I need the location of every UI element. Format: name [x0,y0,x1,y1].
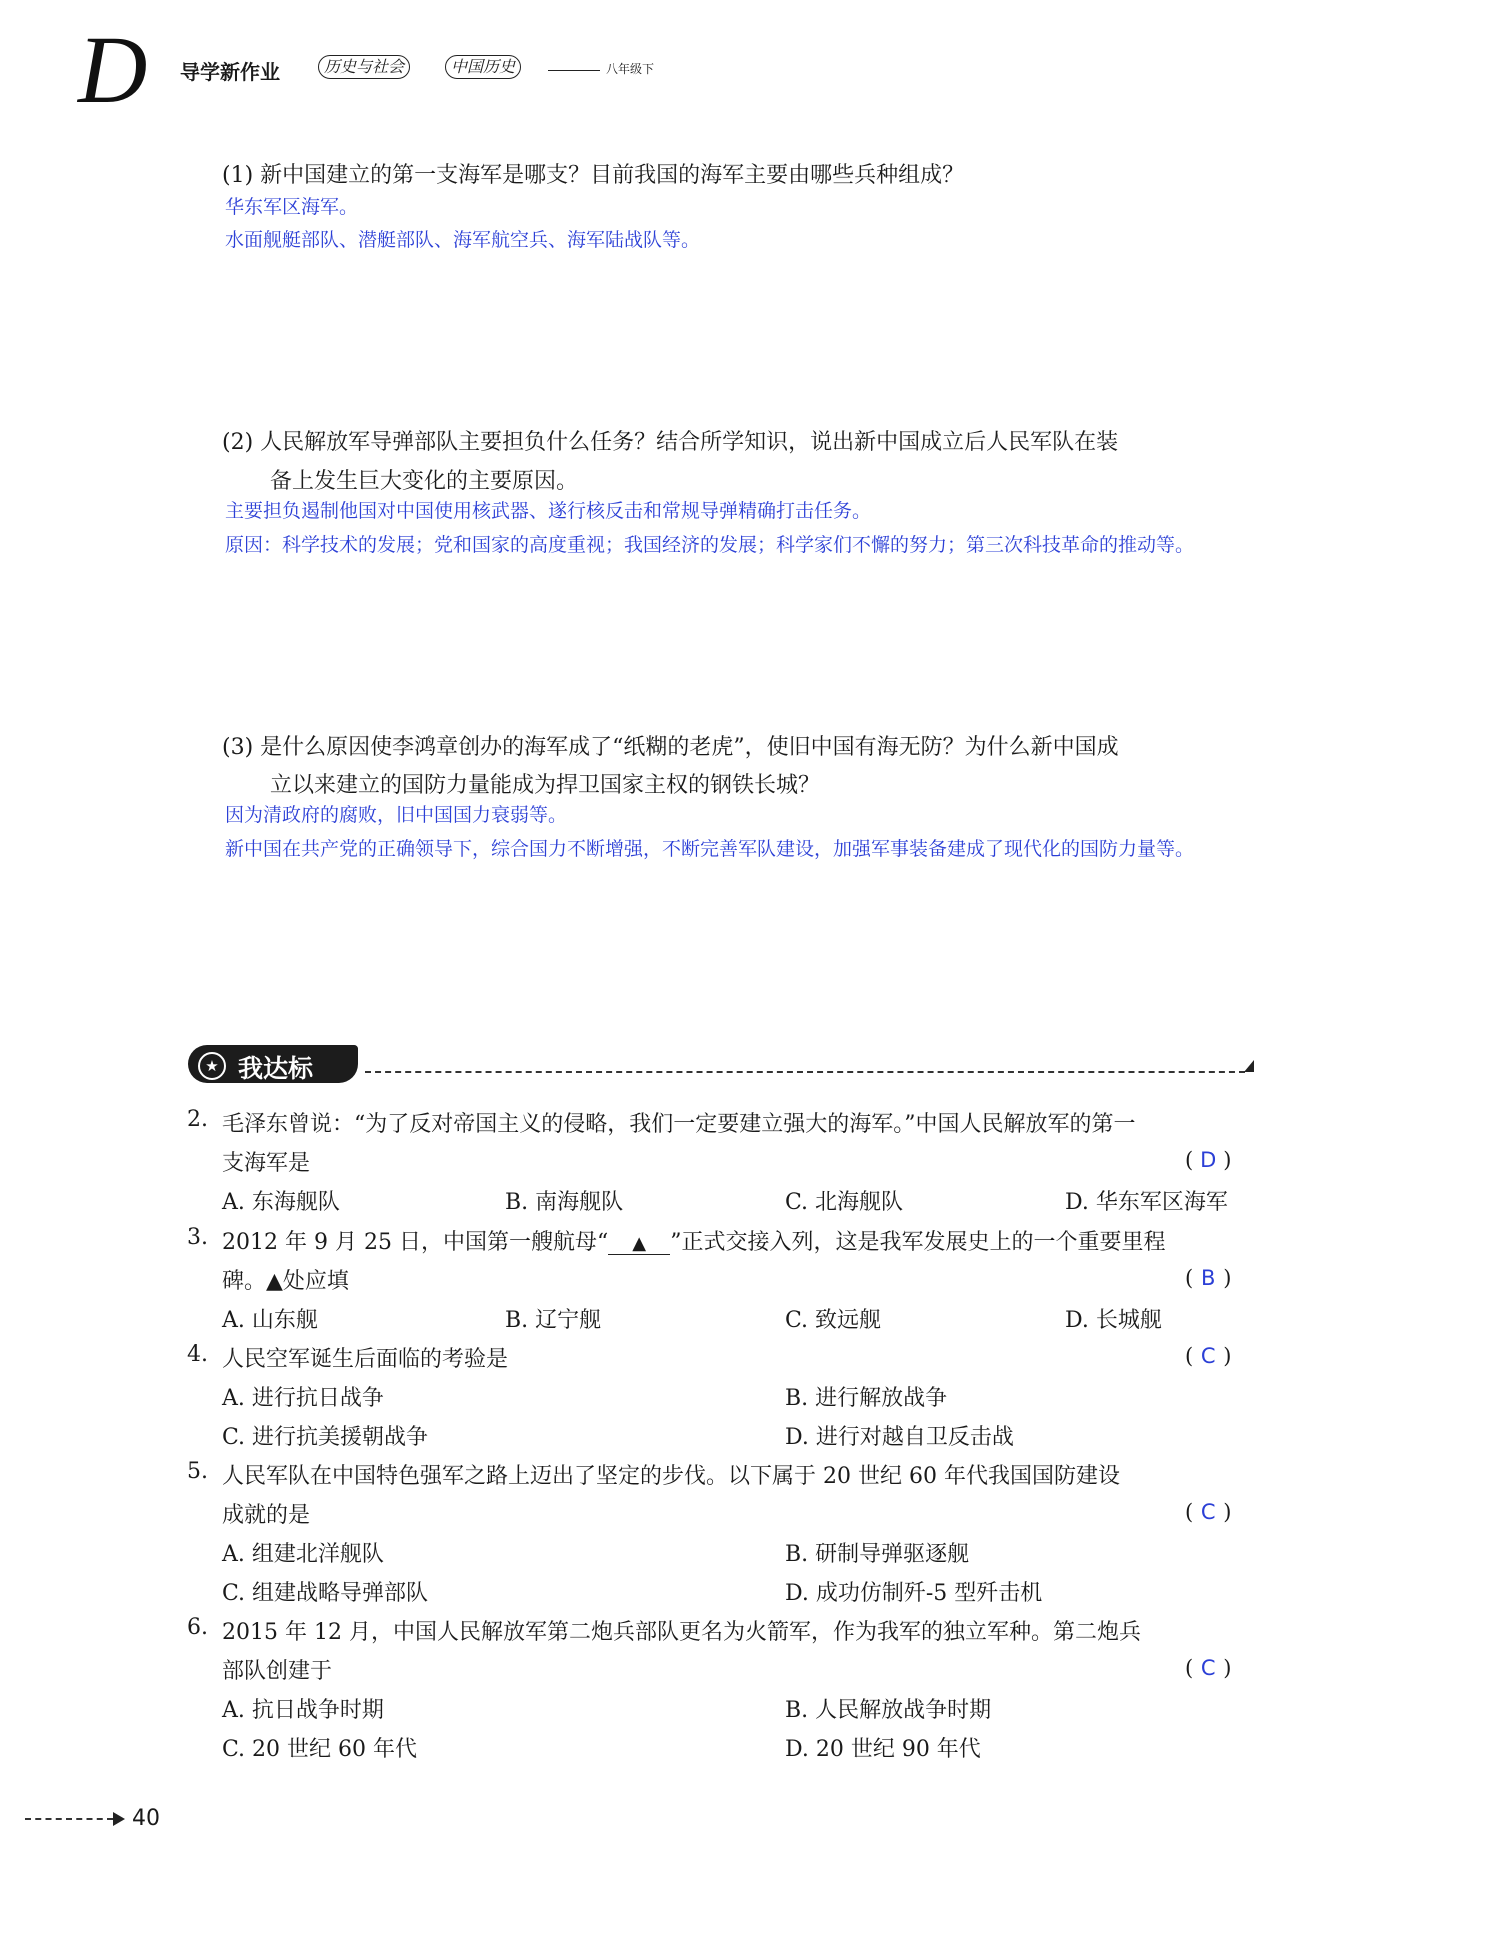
mc-2-option-c: C. 北海舰队 [785,1190,904,1215]
section-title: 我达标 [238,1054,314,1083]
mc-6-stem-line-1: 2015 年 12 月，中国人民解放军第二炮兵部队更名为火箭军，作为我军的独立军种。第二炮兵 [222,1620,1141,1645]
mc-3-option-c: C. 致远舰 [785,1308,882,1333]
mc-4-answer-box: ( C ) [1185,1344,1232,1368]
mc-6-option-d: D. 20 世纪 90 年代 [785,1737,981,1762]
mc-5-stem-line-2: 成就的是 [222,1503,311,1528]
mc-2-answer-box: ( D ) [1185,1148,1232,1172]
mc-5-option-b: B. 研制导弹驱逐舰 [785,1542,970,1567]
answer-2-line-2: 原因：科学技术的发展；党和国家的高度重视；我国经济的发展；科学家们不懈的努力；第三次科技革命的推动等。 [225,534,1195,556]
header-divider [548,70,600,71]
mc-3-stem-line-2: 碑。▲处应填 [222,1269,349,1294]
mc-6-answer-box: ( C ) [1185,1656,1232,1680]
mc-2-number: 2. [187,1107,208,1132]
mc-3-answer: B [1200,1266,1216,1290]
mc-6-option-b: B. 人民解放战争时期 [785,1698,992,1723]
answer-3-line-1: 因为清政府的腐败，旧中国国力衰弱等。 [225,804,568,826]
mc-5-option-a: A. 组建北洋舰队 [222,1542,384,1567]
mc-4-option-a: A. 进行抗日战争 [222,1386,384,1411]
question-3-text-line-1: (3) 是什么原因使李鸿章创办的海军成了“纸糊的老虎”，使旧中国有海无防？为什么新中国成 [222,735,1119,760]
answer-3-line-2: 新中国在共产党的正确领导下，综合国力不断增强，不断完善军队建设，加强军事装备建成了现代化的国防力量等。 [225,838,1195,860]
answer-1-line-1: 华东军区海军。 [225,196,359,218]
mc-2-option-b: B. 南海舰队 [505,1190,624,1215]
mc-6-stem-line-2: 部队创建于 [222,1659,333,1684]
mc-4-stem-line-1: 人民空军诞生后面临的考验是 [222,1347,509,1372]
answer-2-line-1: 主要担负遏制他国对中国使用核武器、遂行核反击和常规导弹精确打击任务。 [225,500,872,522]
mc-4-answer: C [1200,1344,1216,1368]
mc-3-option-a: A. 山东舰 [222,1308,318,1333]
mc-5-option-d: D. 成功仿制歼-5 型歼击机 [785,1581,1043,1606]
mc-4-option-b: B. 进行解放战争 [785,1386,948,1411]
mc-3-blank: ▲ [608,1234,670,1255]
question-2-text-line-1: (2) 人民解放军导弹部队主要担负什么任务？结合所学知识，说出新中国成立后人民军队在装 [222,430,1119,455]
mc-5-number: 5. [187,1459,208,1484]
mc-3-stem-line-1 [222,1225,1165,1256]
mc-2-option-a: A. 东海舰队 [222,1190,340,1215]
mc-3-number: 3. [187,1225,208,1250]
series-title: 导学新作业 [180,60,280,84]
question-2-text-line-2: 备上发生巨大变化的主要原因。 [270,469,579,494]
mc-2-stem-line-1: 毛泽东曾说：“为了反对帝国主义的侵略，我们一定要建立强大的海军。”中国人民解放军的第一 [222,1112,1136,1137]
arrow-right-icon [113,1812,125,1826]
mc-3-option-d: D. 长城舰 [1065,1308,1162,1333]
subject-label: 历史与社会 [318,55,410,79]
page-number: 40 [132,1806,160,1831]
mc-3-option-b: B. 辽宁舰 [505,1308,602,1333]
section-badge-icon: ★ [198,1052,226,1080]
mc-3-stem-prefix: 2012 年 9 月 25 日，中国第一艘航母“ [222,1230,609,1255]
book-label: 中国历史 [445,55,521,79]
mc-2-stem-line-2: 支海军是 [222,1151,311,1176]
mc-4-number: 4. [187,1342,208,1367]
question-3-text-line-2: 立以来建立的国防力量能成为捍卫国家主权的钢铁长城？ [270,773,821,798]
footer-divider [25,1818,113,1820]
mc-2-answer: D [1200,1148,1217,1172]
answer-1-line-2: 水面舰艇部队、潜艇部队、海军航空兵、海军陆战队等。 [225,229,701,251]
mc-6-option-c: C. 20 世纪 60 年代 [222,1737,418,1762]
mc-5-answer-box: ( C ) [1185,1500,1232,1524]
book-badge [445,55,521,79]
grade-label: 八年级下 [606,62,655,76]
mc-5-stem-line-1: 人民军队在中国特色强军之路上迈出了坚定的步伐。以下属于 20 世纪 60 年代我国国防建设 [222,1464,1120,1489]
mc-4-option-d: D. 进行对越自卫反击战 [785,1425,1014,1450]
question-1-text: (1) 新中国建立的第一支海军是哪支？目前我国的海军主要由哪些兵种组成？ [222,163,965,188]
mc-5-answer: C [1200,1500,1216,1524]
mc-3-answer-box: ( B ) [1185,1266,1232,1290]
section-divider [365,1071,1245,1073]
mc-6-number: 6. [187,1615,208,1640]
mc-5-option-c: C. 组建战略导弹部队 [222,1581,429,1606]
mc-2-option-d: D. 华东军区海军 [1065,1190,1228,1215]
subject-badge [318,55,410,79]
section-corner-mark [1244,1060,1254,1072]
mc-6-option-a: A. 抗日战争时期 [222,1698,384,1723]
mc-3-stem-suffix: ”正式交接入列，这是我军发展史上的一个重要里程 [670,1230,1166,1255]
mc-4-option-c: C. 进行抗美援朝战争 [222,1425,429,1450]
mc-6-answer: C [1200,1656,1216,1680]
logo-letter: D [78,16,148,123]
